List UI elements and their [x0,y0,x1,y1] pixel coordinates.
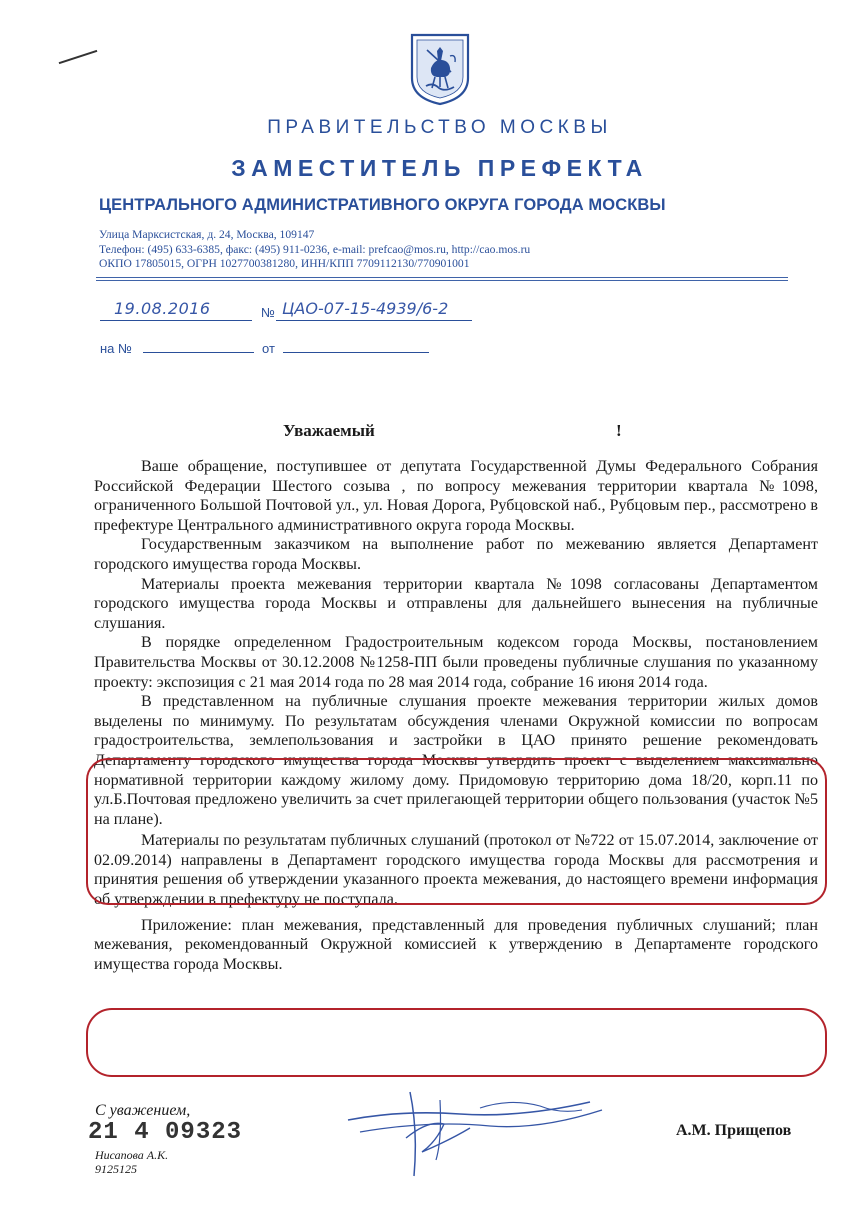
reply-date-blank [283,352,429,353]
deputy-prefect-title: ЗАМЕСТИТЕЛЬ ПРЕФЕКТА [231,155,648,181]
registry-codes-line: ОКПО 17805015, ОГРН 1027700381280, ИНН/КПП 7709112130/770901001 [99,257,470,270]
salutation-exclamation: ! [616,421,622,440]
outgoing-number-label: № [261,305,275,320]
handwritten-signature [340,1080,610,1190]
outgoing-number-field [276,299,472,321]
registration-stamp: 21 4 09323 [88,1119,243,1146]
paragraph-commission-decision: В представленном на публичные слушания проекте межевания территории жилых домов выделены по минимуму. По результатам обсуждения членами Окружной комиссии по вопросам градостроительства, землепользования и застройки в ЦАО принято решение рекомендовать Департаменту городского имущества города Москвы утвердить проект с выделением максимально нормативной территории каждому жилому дому. Придомовую территорию дома 18/20, корп.11 по ул.Б.Почтовая предложено увеличить за счет прилегающей территории общего пользования (участок №5 на плане). [94,693,818,828]
government-title: ПРАВИТЕЛЬСТВО МОСКВЫ [267,117,612,138]
phone-email-line: Телефон: (495) 633-6385, факс: (495) 911-0236, e-mail: prefcao@mos.ru, http://cao.mos.ru [99,242,531,256]
address-line: Улица Марксистская, д. 24, Москва, 109147 [99,228,315,241]
paragraph-appeal: Ваше обращение, поступившее от депутата Государственной Думы Федерального Собрания Российской Федерации Шестого созыва , по вопросу межевания территории квартала №1098, ограниченного Большой Почтовой ул., ул. Новая Дорога, Рубцовской наб., Рубцовым пер., рассмотрено в префектуре Центрального административного округа города Москвы. [94,458,818,534]
salutation: Уважаемый [283,421,375,440]
paragraph-attachment: Приложение: план межевания, представленный для проведения публичных слушаний; план межевания, рекомендованный Окружной комиссией к утверждению в Департаменте городского имущества города Москвы. [94,916,818,973]
executor-info [95,1148,168,1176]
district-title: ЦЕНТРАЛЬНОГО АДМИНИСТРАТИВНОГО ОКРУГА ГОРОДА МОСКВЫ [99,196,666,214]
reply-number-blank [143,352,254,353]
paragraph-public-hearings: В порядке определенном Градостроительным кодексом города Москвы, постановлением Правительства Москвы от 30.12.2008 №1258-ПП были проведены публичные слушания по указанному проекту: экспозиция с 21 мая 2014 года по 28 мая 2014 года, собрание 16 июня 2014 года. [94,634,818,691]
paragraph-customer: Государственным заказчиком на выполнение работ по межеванию является Департамент городского имущества города Москвы. [94,536,818,573]
highlight-attachment [86,1008,827,1077]
paragraph-materials-approved: Материалы проекта межевания территории квартала №1098 согласованы Департаментом городского имущества города Москвы и отправлены для дальнейшего вынесения на публичные слушания. [94,575,818,632]
executor-name: Нисапова А.К. [95,1148,169,1162]
outgoing-date: 19.08.2016 [114,299,211,318]
outgoing-number: ЦАО-07-15-4939/6-2 [282,299,449,318]
paragraph-results-sent: Материалы по результатам публичных слушаний (протокол от №722 от 15.07.2014, заключение от 02.09.2014) направлены в Департамент городского имущества города Москвы для рассмотрения и принятия решения об утверждении указанного проекта межевания, до настоящего времени информация об утверждении в префектуру не поступала. [94,832,818,909]
letterhead-divider-top [96,277,788,278]
reply-number-label: на № [100,341,132,356]
outgoing-date-field [100,299,252,321]
signatory-name: А.М. Прищепов [676,1122,792,1139]
letterhead-divider-bottom [96,280,788,281]
reply-date-label: от [262,341,275,356]
scan-artifact-mark [59,50,98,64]
letter-body [94,457,818,974]
closing-phrase: С уважением, [95,1102,191,1119]
moscow-coat-of-arms-icon [409,32,471,106]
executor-phone: 9125125 [95,1162,137,1176]
contact-block [99,228,530,272]
